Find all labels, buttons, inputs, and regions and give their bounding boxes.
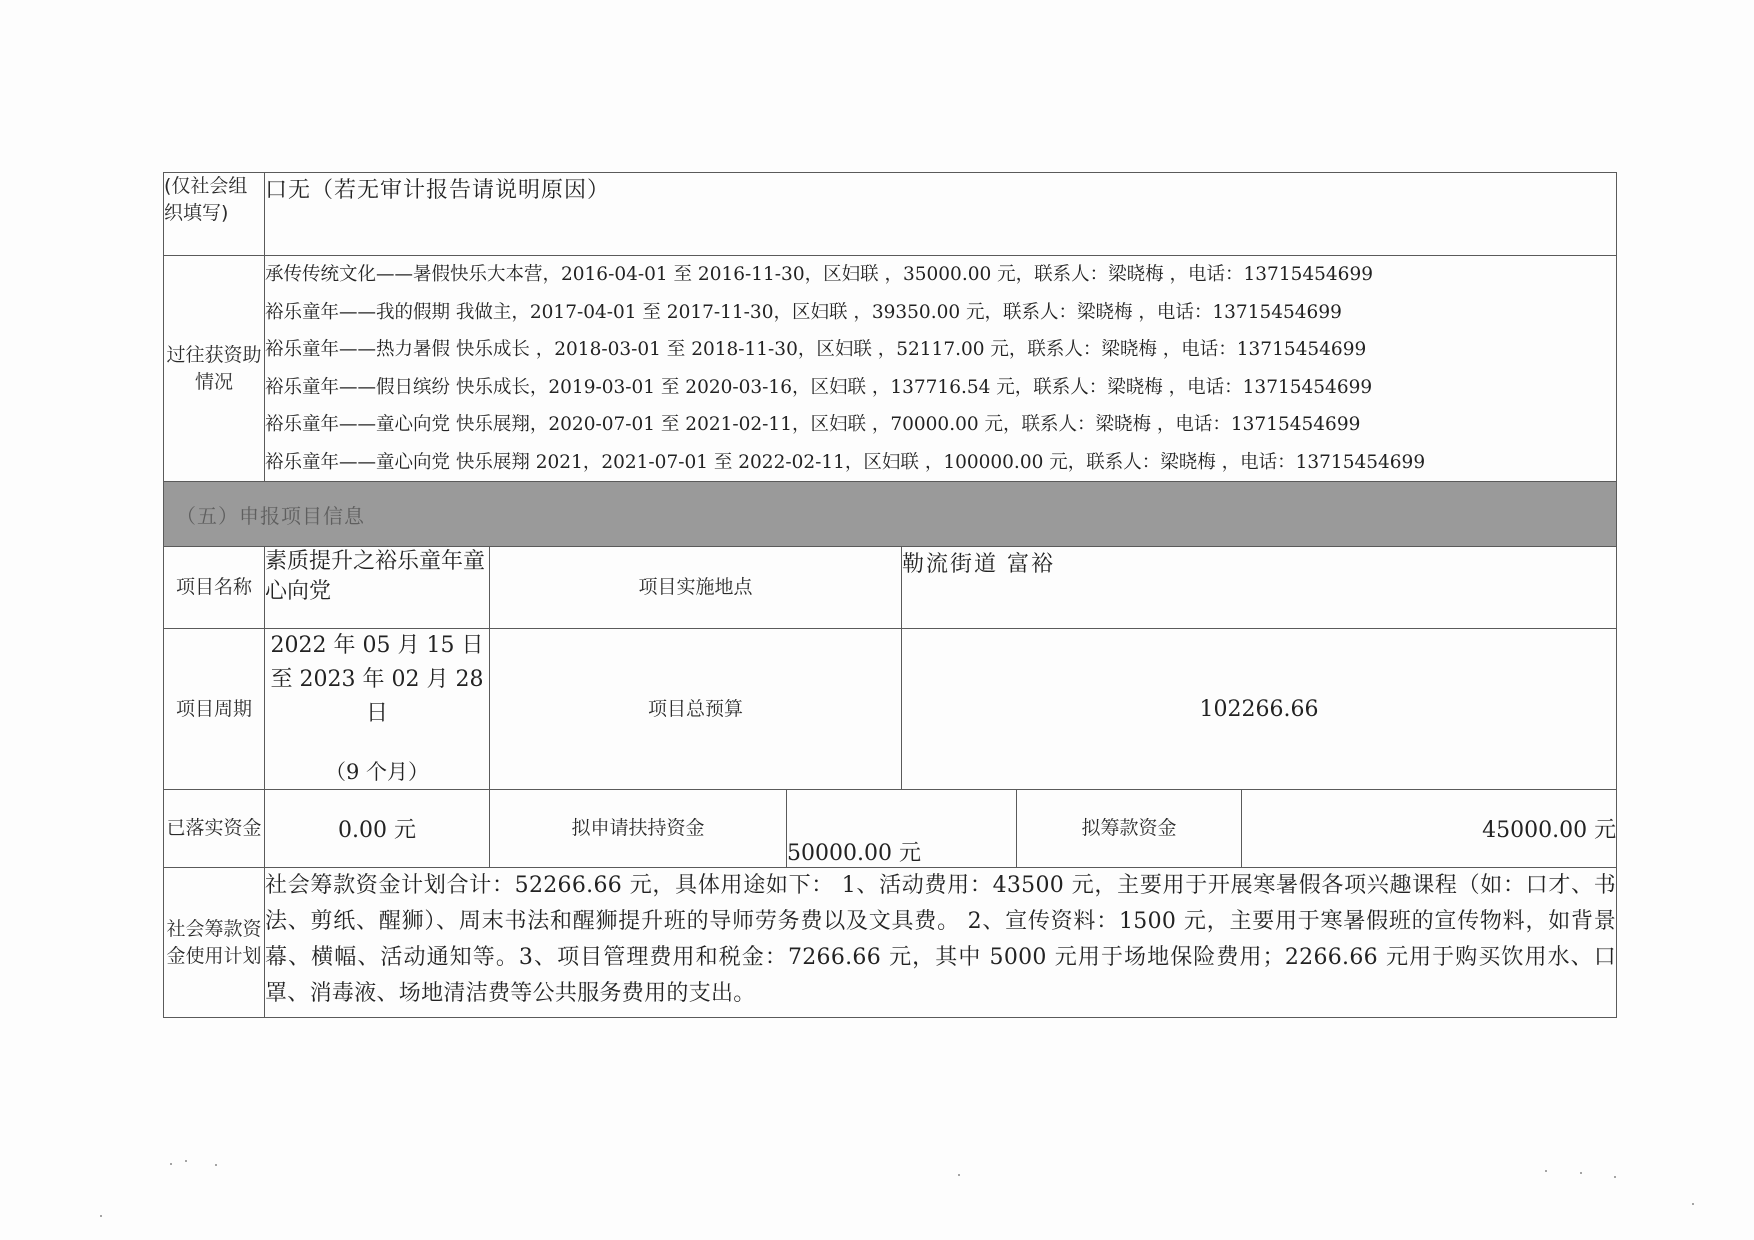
history-item: 裕乐童年——童心向党 快乐展翔，2020-07-01 至 2021-02-11，区妇联 ，70000.00 元，联系人：梁晓梅 ，电话：13715454699 <box>265 414 1361 435</box>
project-period-row <box>164 629 1617 790</box>
fundraising-plan-row <box>164 868 1617 1018</box>
history-item: 裕乐童年——我的假期 我做主，2017-04-01 至 2017-11-30，区妇联 ，39350.00 元，联系人：梁晓梅 ，电话：13715454699 <box>265 301 1342 323</box>
funds-row <box>164 790 1617 868</box>
apply-funds-label: 拟申请扶持资金 <box>490 790 787 868</box>
audit-value: 口无（若无审计报告请说明原因） <box>265 173 1617 256</box>
fundraising-plan-label: 社会筹款资金使用计划 <box>164 868 265 1018</box>
project-name-value: 素质提升之裕乐童年童心向党 <box>265 547 490 629</box>
section-header-row <box>164 482 1617 547</box>
project-period-months: （9 个月） <box>324 760 430 784</box>
raise-funds-label: 拟筹款资金 <box>1017 790 1242 868</box>
project-name-label: 项目名称 <box>164 547 265 629</box>
history-item: 裕乐童年——假日缤纷 快乐成长，2019-03-01 至 2020-03-16，区妇联 ，137716.54 元，联系人：梁晓梅 ，电话：13715454699 <box>265 376 1373 398</box>
project-period-dates: 2022 年 05 月 15 日至 2023 年 02 月 28 日 <box>270 633 484 726</box>
project-place-value: 勒流街道 富裕 <box>902 547 1617 629</box>
audit-row <box>164 173 1617 256</box>
history-item: 裕乐童年——童心向党 快乐展翔 2021，2021-07-01 至 2022-02-11，区妇联 ，100000.00 元，联系人：梁晓梅 ，电话：13715454699 <box>265 451 1426 473</box>
application-form-table <box>163 172 1617 1018</box>
project-place-label: 项目实施地点 <box>490 547 902 629</box>
funding-history-label: 过往获资助情况 <box>164 256 265 482</box>
section-header: （五）申报项目信息 <box>164 482 1617 547</box>
project-period-value <box>265 629 490 790</box>
project-name-row <box>164 547 1617 629</box>
funding-history-list <box>265 256 1617 482</box>
history-item: 裕乐童年——热力暑假 快乐成长 ，2018-03-01 至 2018-11-30，区妇联 ，52117.00 元，联系人：梁晓梅 ，电话：13715454699 <box>265 339 1367 360</box>
audit-label: (仅社会组织填写) <box>164 173 265 256</box>
fundraising-plan-text: 社会筹款资金计划合计：52266.66 元，具体用途如下： 1、活动费用：43500 元，主要用于开展寒暑假各项兴趣课程（如：口才、书法、剪纸、醒狮）、周末书法和醒狮提升班的导师劳务费以及文具费。 2、宣传资料：1500 元，主要用于寒暑假班的宣传物料，如背景幕、横幅、活动通知等。3、项目管理费用和税金：7266.66 元，其中 5000 元用于场地保险费用；2266.66 元用于购买饮用水、口罩、消毒液、场地清洁费等公共服务费用的支出。 <box>265 868 1617 1018</box>
secured-funds-label: 已落实资金 <box>164 790 265 868</box>
project-period-label: 项目周期 <box>164 629 265 790</box>
project-budget-value: 102266.66 <box>902 629 1617 790</box>
secured-funds-value: 0.00 元 <box>265 790 490 868</box>
project-budget-label: 项目总预算 <box>490 629 902 790</box>
apply-funds-value: 50000.00 元 <box>787 790 1017 868</box>
funding-history-row <box>164 256 1617 482</box>
history-item: 承传传统文化——暑假快乐大本营，2016-04-01 至 2016-11-30，区妇联 ，35000.00 元，联系人：梁晓梅 ，电话：13715454699 <box>265 264 1373 285</box>
raise-funds-value: 45000.00 元 <box>1242 790 1617 868</box>
